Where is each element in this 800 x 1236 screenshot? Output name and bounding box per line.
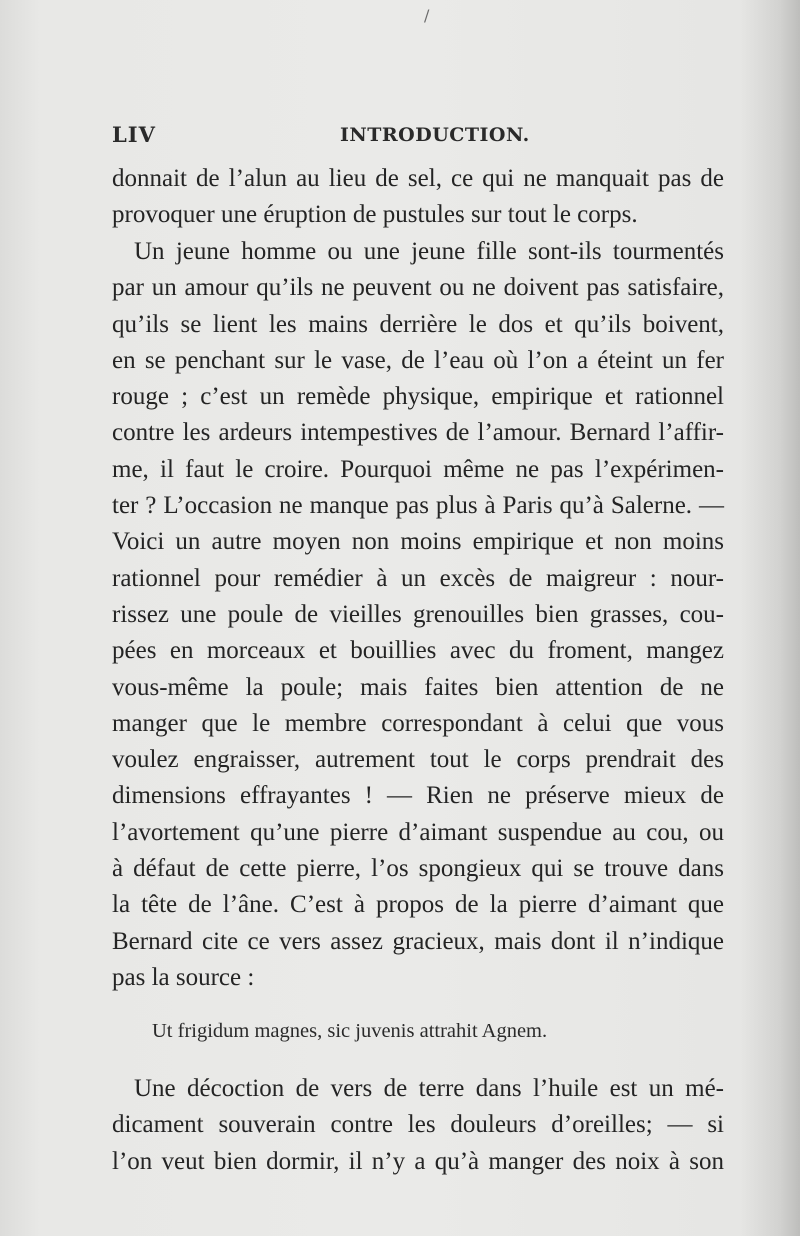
text-line: me, il faut le croire. Pourquoi même ne pas l’expérimen- <box>112 455 724 483</box>
text-line: contre les ardeurs intempestives de l’amour. Bernard l’affir- <box>112 419 724 447</box>
text-line: dicament souverain contre les douleurs d’oreilles; — si <box>112 1111 724 1139</box>
text-line: dimensions effrayantes ! — Rien ne préserve mieux de <box>112 782 724 810</box>
text-line: Bernard cite ce vers assez gracieux, mais dont il n’indique <box>112 927 724 955</box>
text-line: l’avortement qu’une pierre d’aimant suspendue au cou, ou <box>112 818 724 846</box>
text-line: Une décoction de vers de terre dans l’huile est un mé- <box>134 1075 724 1102</box>
text-line: Voici un autre moyen non moins empirique et non moins <box>112 528 724 556</box>
paragraph-3 <box>112 1071 724 1180</box>
text-line: Un jeune homme ou une jeune fille sont-ils tourmentés <box>134 238 724 265</box>
text-line: ter ? L’occasion ne manque pas plus à Paris qu’à Salerne. — <box>112 492 724 520</box>
text-line: la tête de l’âne. C’est à propos de la pierre d’aimant que <box>112 891 724 919</box>
text-line: provoquer une éruption de pustules sur tout le corps. <box>112 201 638 229</box>
text-line: à défaut de cette pierre, l’os spongieux qui se trouve dans <box>112 855 724 883</box>
text-line: rationnel pour remédier à un excès de maigreur : nour- <box>112 564 724 592</box>
paragraph-1 <box>112 161 724 234</box>
text-line: par un amour qu’ils ne peuvent ou ne doivent pas satisfaire, <box>112 274 724 302</box>
page-number: LIV <box>112 122 156 147</box>
text-line: donnait de l’alun au lieu de sel, ce qui ne manquait pas de <box>112 165 724 192</box>
text-line: manger que le membre correspondant à celui que vous <box>112 709 724 737</box>
text-line: qu’ils se lient les mains derrière le dos et qu’ils boivent, <box>112 310 724 338</box>
text-line: vous-même la poule; mais faites bien attention de ne <box>112 673 724 701</box>
text-line: en se penchant sur le vase, de l’eau où l’on a éteint un fer <box>112 346 724 374</box>
stray-ink-mark: / <box>424 6 430 25</box>
text-line: pées en morceaux et bouillies avec du froment, mangez <box>112 637 724 665</box>
text-line: rouge ; c’est un remède physique, empirique et rationnel <box>112 383 724 411</box>
text-line: rissez une poule de vieilles grenouilles bien grasses, cou- <box>112 600 724 628</box>
verse-quotation: Ut frigidum magnes, sic juvenis attrahit Agnem. <box>152 1020 548 1042</box>
text-line: voulez engraisser, autrement tout le corps prendrait des <box>112 746 724 774</box>
text-line: pas la source : <box>112 963 255 991</box>
paragraph-2 <box>112 234 724 996</box>
page-header <box>112 122 724 152</box>
text-line: l’on veut bien dormir, il n’y a qu’à manger des noix à son <box>112 1147 724 1175</box>
running-head: INTRODUCTION. <box>340 124 530 146</box>
